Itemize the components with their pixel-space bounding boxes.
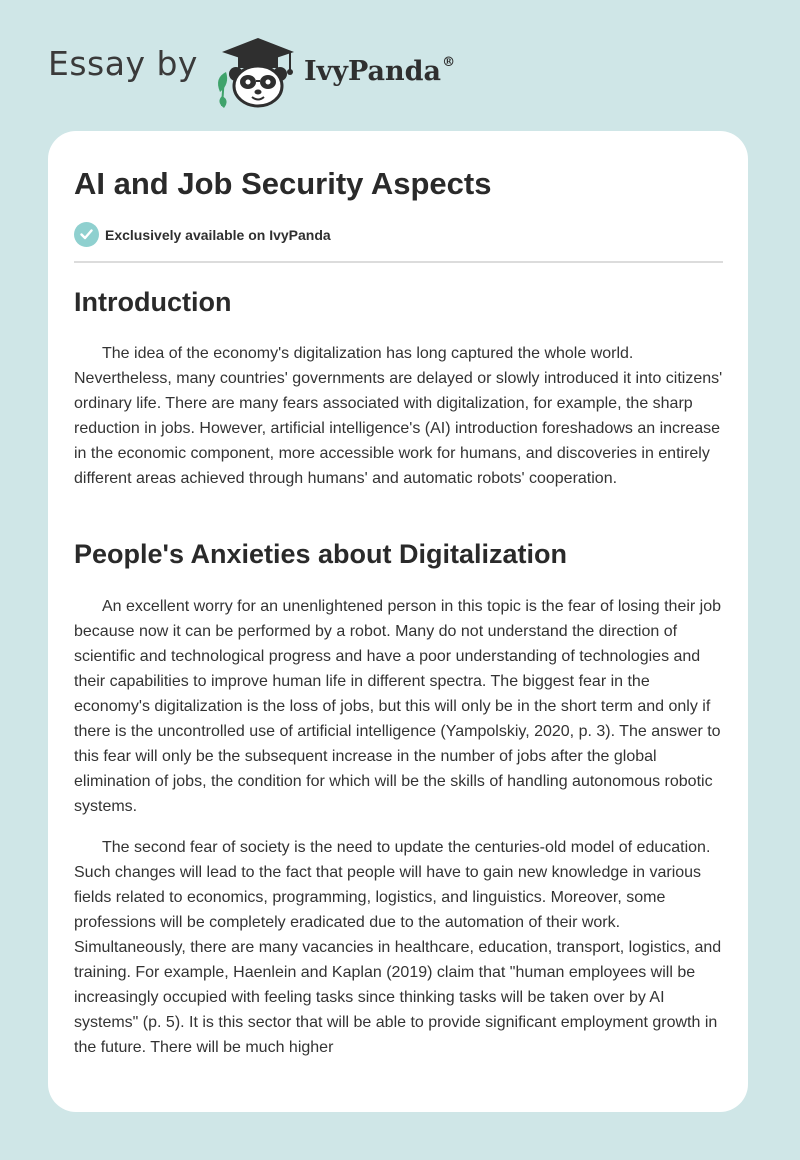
paragraph: The second fear of society is the need to update the centuries-old model of education. Such changes will lead to the fact that people will have to gain new knowledge in various fields related to economics, programming, logistics, and linguistics. Moreover, some professions will be completely eradicated due to the automation of their work. Simultaneously, there are many vacancies in healthcare, education, transport, logistics, and training. For example, Haenlein and Kaplan (2019) claim that "human employees will be increasingly occupied with feeling tasks since thinking tasks will be taken over by AI systems" (p. 5). It is this sector that will be able to provide significant employment growth in the future. There will be much higher	[74, 839, 722, 1056]
ivypanda-logo[interactable]	[212, 30, 300, 110]
title-divider	[74, 261, 723, 263]
site-header	[48, 30, 455, 110]
essay-title: AI and Job Security Aspects	[74, 166, 492, 201]
essay-by-label: Essay by	[48, 43, 198, 83]
brand-name[interactable]	[304, 55, 455, 87]
brand-name-text: IvyPanda	[303, 56, 442, 87]
exclusive-badge-text: Exclusively available on IvyPanda	[105, 226, 331, 243]
registered-mark: ®	[442, 55, 456, 70]
exclusive-badge	[74, 222, 331, 247]
check-badge-icon	[74, 222, 99, 247]
section-heading-anxieties: People's Anxieties about Digitalization	[74, 539, 568, 569]
section-heading-introduction: Introduction	[74, 287, 232, 317]
paragraph: An excellent worry for an unenlightened person in this topic is the fear of losing their job because now it can be performed by a robot. Many do not understand the direction of scientific and technological progress and have a poor understanding of technologies and their capabilities to improve human life in different spectra. The biggest fear in the economy's digitalization is the loss of jobs, but this will only be in the short term and only if there is the uncontrolled use of artificial intelligence (Yampolskiy, 2020, p. 3). The answer to this fear will only be the subsequent increase in the number of jobs after the global elimination of jobs, the condition for which will be the skills of handling autonomous robotic systems.	[74, 598, 722, 815]
panda-graduate-icon	[212, 30, 300, 110]
paragraph: The idea of the economy's digitalization has long captured the whole world. Nevertheless, many countries' governments are delayed or slowly introduced it into citizens' ordinary life. There are many fears associated with digitalization, for example, the sharp reduction in jobs. However, artificial intelligence's (AI) introduction foreshadows an increase in the economic component, more accessible work for humans, and discoveries in entirely different areas achieved through humans' and automatic robots' cooperation.	[74, 345, 723, 487]
essay-card	[48, 131, 748, 1112]
